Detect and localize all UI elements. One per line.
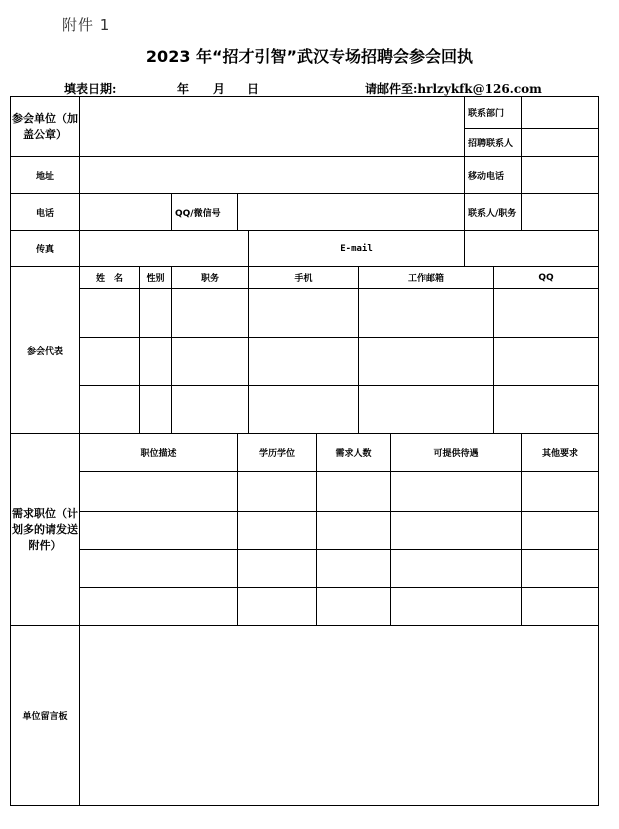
positions-header-degree: 学历学位	[238, 434, 317, 472]
position-cell[interactable]	[317, 472, 391, 512]
reps-header-gender: 性别	[140, 267, 172, 289]
attachment-label: 附件 1	[62, 16, 111, 34]
position-cell[interactable]	[391, 588, 522, 626]
message-field[interactable]	[80, 626, 599, 806]
position-cell[interactable]	[522, 512, 599, 550]
rep-cell[interactable]	[140, 386, 172, 434]
company-label: 参会单位（加盖公章）	[11, 97, 80, 157]
position-cell[interactable]	[80, 472, 238, 512]
rep-cell[interactable]	[140, 338, 172, 386]
dept-field[interactable]	[522, 97, 599, 129]
position-cell[interactable]	[522, 472, 599, 512]
position-cell[interactable]	[391, 550, 522, 588]
positions-header-benefits: 可提供待遇	[391, 434, 522, 472]
rep-cell[interactable]	[140, 289, 172, 338]
positions-header-count: 需求人数	[317, 434, 391, 472]
rep-cell[interactable]	[494, 338, 599, 386]
position-cell[interactable]	[522, 550, 599, 588]
position-cell[interactable]	[80, 550, 238, 588]
contact-position-field[interactable]	[522, 194, 599, 231]
fill-date-month: 月	[213, 82, 226, 96]
mobile-field[interactable]	[522, 157, 599, 194]
qq-wechat-label: QQ/微信号	[172, 194, 238, 231]
recruit-contact-label: 招聘联系人	[465, 129, 522, 157]
message-label: 单位留言板	[11, 626, 80, 806]
fill-date-label: 填表日期:	[64, 82, 117, 96]
positions-label: 需求职位（计划多的请发送附件）	[11, 434, 80, 626]
rep-cell[interactable]	[80, 338, 140, 386]
reps-header-name: 姓 名	[80, 267, 140, 289]
position-cell[interactable]	[238, 550, 317, 588]
contact-position-label: 联系人/职务	[465, 194, 522, 231]
rep-cell[interactable]	[359, 338, 494, 386]
rep-cell[interactable]	[80, 289, 140, 338]
rep-cell[interactable]	[172, 289, 249, 338]
fax-field[interactable]	[80, 231, 249, 267]
rep-cell[interactable]	[172, 386, 249, 434]
rep-cell[interactable]	[494, 289, 599, 338]
position-cell[interactable]	[522, 588, 599, 626]
reps-header-position: 职务	[172, 267, 249, 289]
fill-date-day: 日	[247, 82, 260, 96]
rep-cell[interactable]	[249, 338, 359, 386]
rep-cell[interactable]	[249, 386, 359, 434]
mobile-label: 移动电话	[465, 157, 522, 194]
position-cell[interactable]	[391, 472, 522, 512]
reps-header-qq: QQ	[494, 267, 599, 289]
positions-header-other: 其他要求	[522, 434, 599, 472]
recruit-contact-field[interactable]	[522, 129, 599, 157]
reps-header-work-email: 工作邮箱	[359, 267, 494, 289]
fax-label: 传真	[11, 231, 80, 267]
company-field[interactable]	[80, 97, 465, 157]
dept-label: 联系部门	[465, 97, 522, 129]
address-field[interactable]	[80, 157, 465, 194]
position-cell[interactable]	[238, 512, 317, 550]
position-cell[interactable]	[317, 512, 391, 550]
reps-label: 参会代表	[11, 267, 80, 434]
qq-wechat-field[interactable]	[238, 194, 465, 231]
rep-cell[interactable]	[359, 289, 494, 338]
rep-cell[interactable]	[249, 289, 359, 338]
position-cell[interactable]	[317, 550, 391, 588]
reps-header-mobile: 手机	[249, 267, 359, 289]
phone-field[interactable]	[80, 194, 172, 231]
rep-cell[interactable]	[80, 386, 140, 434]
registration-form-table	[10, 96, 599, 806]
phone-label: 电话	[11, 194, 80, 231]
page-title: 2023 年“招才引智”武汉专场招聘会参会回执	[145, 47, 474, 66]
rep-cell[interactable]	[359, 386, 494, 434]
rep-cell[interactable]	[172, 338, 249, 386]
rep-cell[interactable]	[494, 386, 599, 434]
position-cell[interactable]	[80, 512, 238, 550]
email-label: E-mail	[249, 231, 465, 267]
position-cell[interactable]	[317, 588, 391, 626]
fill-info-row	[0, 80, 619, 96]
position-cell[interactable]	[238, 472, 317, 512]
position-cell[interactable]	[80, 588, 238, 626]
position-cell[interactable]	[238, 588, 317, 626]
email-instruction: 请邮件至:hrlzykfk@126.com	[365, 82, 542, 96]
address-label: 地址	[11, 157, 80, 194]
email-field[interactable]	[465, 231, 599, 267]
fill-date-year: 年	[177, 82, 190, 96]
positions-header-desc: 职位描述	[80, 434, 238, 472]
position-cell[interactable]	[391, 512, 522, 550]
